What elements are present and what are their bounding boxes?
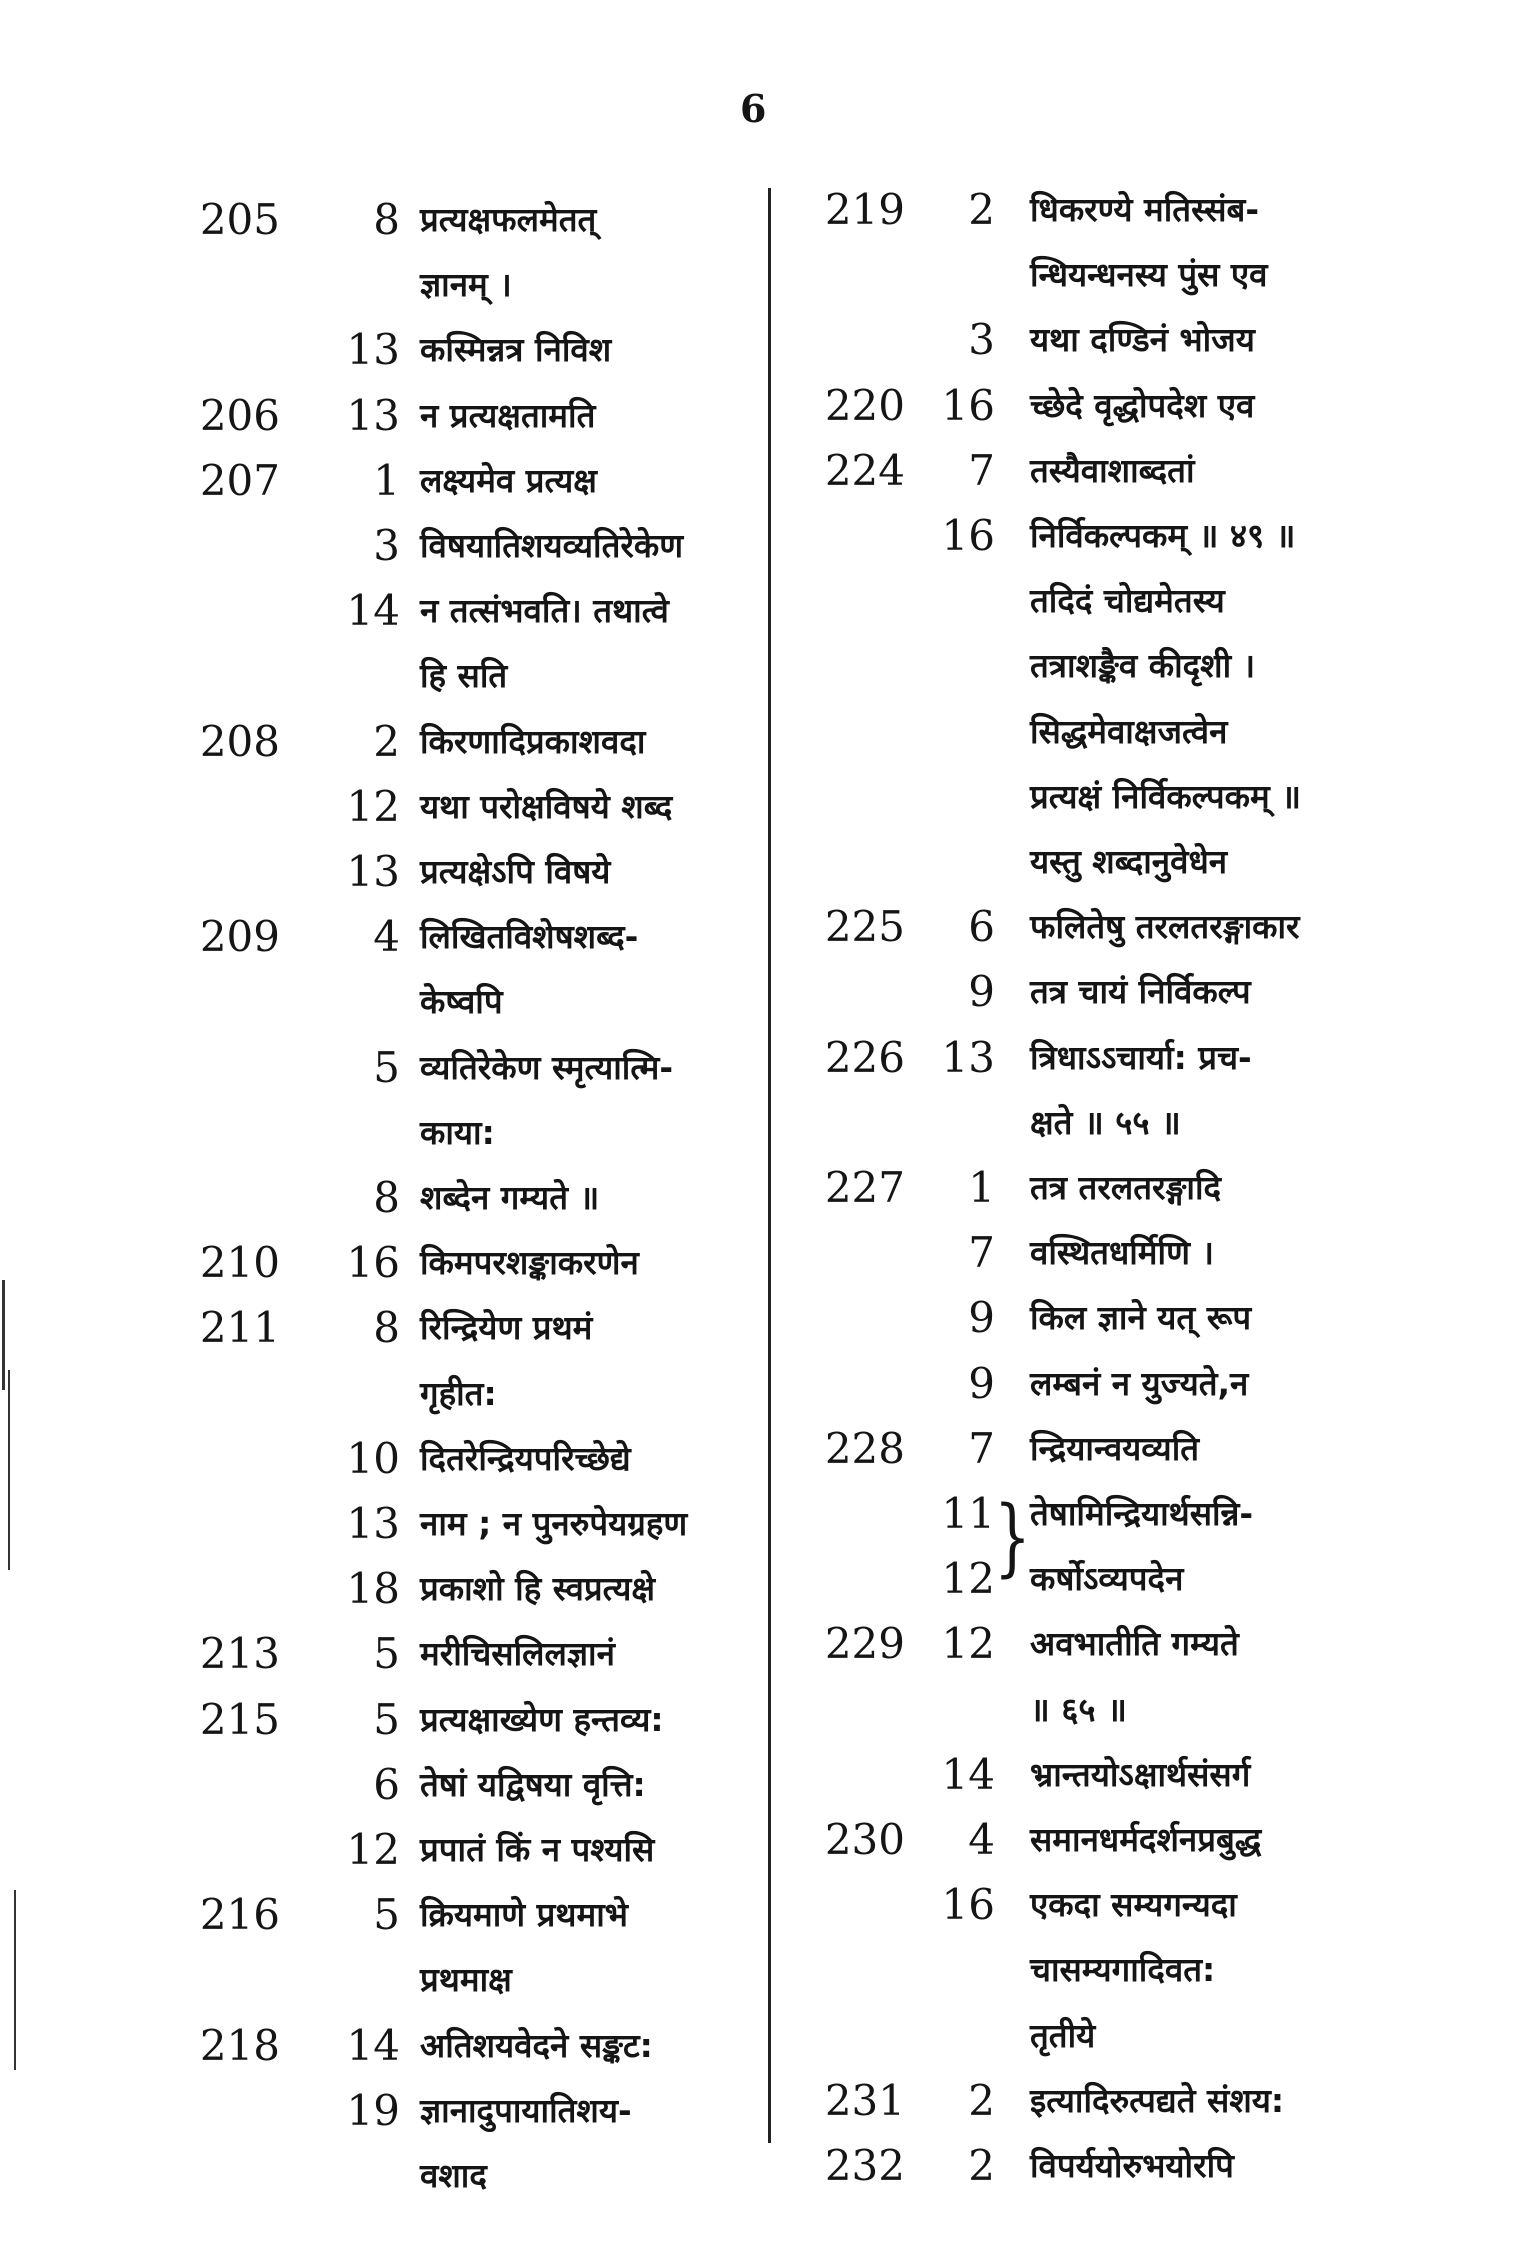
entry-text: तत्र तरलतरङ्गादि — [1030, 1168, 1222, 1207]
entry-text: क्रियमाणे प्रथमाभे — [420, 1895, 629, 1935]
entry-line-number: 16 — [941, 511, 995, 560]
entry-text: यथा दण्डिनं भोजय — [1030, 320, 1255, 360]
index-entry — [0, 178, 1521, 242]
index-entry — [0, 1808, 1521, 1872]
index-entry — [0, 504, 1521, 568]
index-entry — [0, 569, 1521, 633]
entry-text: न्द्रियान्वयव्यति — [1030, 1428, 1200, 1468]
entry-line-number: 12 — [346, 1825, 400, 1874]
index-entry — [0, 1091, 1521, 1155]
index-entry — [0, 2134, 1521, 2198]
index-entry — [0, 1221, 1521, 1285]
entry-text: वस्थितधर्मिणि । — [1030, 1233, 1214, 1273]
entry-text: प्रत्यक्षेऽपि विषये — [420, 852, 611, 891]
entry-line-number: 13 — [346, 325, 400, 375]
entry-text: प्रत्यक्षाख्येण हन्तव्य: — [420, 1699, 664, 1739]
entry-line-number: 19 — [346, 2085, 400, 2135]
entry-text: त्रिधाऽऽचार्या: प्रच- — [1030, 1037, 1252, 1077]
entry-text: प्रपातं किं न पश्यसि — [420, 1830, 655, 1869]
entry-page-number: 206 — [199, 390, 280, 440]
entry-line-number: 7 — [968, 1228, 995, 1278]
entry-page-number: 207 — [199, 455, 280, 505]
entry-text: मरीचिसलिलज्ञानं — [420, 1634, 615, 1674]
entry-text: शब्देन गम्यते ॥ — [420, 1178, 600, 1217]
entry-line-number: 11 — [941, 1489, 995, 1538]
entry-text: तत्राशङ्कैव कीदृशी । — [1030, 646, 1256, 686]
entry-page-number: 209 — [199, 912, 280, 962]
index-entry — [0, 1482, 1521, 1546]
entry-page-number: 205 — [199, 195, 280, 244]
entry-text: प्रथमाक्ष — [420, 1960, 512, 2000]
entry-page-number: 229 — [824, 1619, 905, 1669]
grouping-brace: } — [994, 1487, 1031, 1586]
entry-line-number: 9 — [968, 1358, 995, 1408]
entry-line-number: 1 — [373, 455, 400, 505]
entry-text: ॥ ६५ ॥ — [1030, 1689, 1127, 1729]
entry-line-number: 2 — [968, 2075, 995, 2125]
entry-line-number: 2 — [968, 185, 995, 234]
entry-text: न्धियन्धनस्य पुंस एव — [1030, 255, 1268, 295]
entry-text: लम्बनं न युज्यते,न — [1030, 1363, 1249, 1403]
entry-line-number: 13 — [346, 847, 400, 896]
entry-text: यस्तु शब्दानुवेधेन — [1030, 842, 1228, 881]
entry-line-number: 10 — [346, 1433, 400, 1483]
index-entry — [0, 1417, 1521, 1481]
index-entry — [0, 1026, 1521, 1090]
entry-text: किमपरशङ्काकरणेन — [420, 1243, 639, 1283]
entry-text: विषयातिशयव्यतिरेकेण — [420, 526, 684, 565]
index-entry — [0, 960, 1521, 1024]
entry-line-number: 9 — [968, 967, 995, 1017]
index-entry — [0, 2004, 1521, 2068]
index-entry — [0, 1156, 1521, 1220]
entry-line-number: 13 — [346, 1499, 400, 1548]
entry-line-number: 7 — [968, 445, 995, 495]
entry-text: दितरेन्द्रियपरिच्छेद्ये — [420, 1438, 631, 1478]
entry-line-number: 4 — [968, 1815, 995, 1864]
entry-page-number: 210 — [199, 1238, 280, 1288]
entry-line-number: 8 — [373, 1303, 400, 1353]
entry-text: क्षते ॥ ५५ ॥ — [1030, 1102, 1181, 1142]
entry-page-number: 213 — [199, 1629, 280, 1679]
entry-page-number: 208 — [199, 716, 280, 766]
entry-text: एकदा सम्यगन्यदा — [1030, 1885, 1237, 1925]
entry-line-number: 8 — [373, 195, 400, 244]
entry-text: च्छेदे वृद्धोपदेश एव — [1030, 385, 1255, 425]
entry-text: लिखितविशेषशब्द- — [420, 917, 639, 957]
entry-page-number: 232 — [824, 2141, 905, 2190]
index-entry — [0, 765, 1521, 829]
index-entry — [0, 700, 1521, 764]
entry-text: किल ज्ञाने यत् रूप — [1030, 1298, 1252, 1338]
entry-page-number: 220 — [824, 380, 905, 430]
index-entry — [0, 2069, 1521, 2133]
entry-text: ज्ञानादुपायातिशय- — [420, 2090, 632, 2130]
entry-text: कस्मिन्नत्र निविश — [420, 330, 612, 370]
entry-line-number: 16 — [941, 1880, 995, 1930]
entry-page-number: 219 — [824, 185, 905, 234]
index-entry — [0, 308, 1521, 372]
entry-text: किरणादिप्रकाशवदा — [420, 721, 646, 761]
entry-line-number: 8 — [373, 1173, 400, 1222]
entry-page-number: 218 — [199, 2020, 280, 2070]
entry-line-number: 18 — [346, 1564, 400, 1614]
entry-page-number: 227 — [824, 1163, 905, 1212]
entry-page-number: 231 — [824, 2075, 905, 2125]
index-entry — [0, 1938, 1521, 2002]
entry-line-number: 5 — [373, 1694, 400, 1744]
index-entry — [0, 634, 1521, 698]
entry-text: कर्षोऽव्यपदेन — [1030, 1559, 1184, 1599]
entry-text: लक्ष्यमेव प्रत्यक्ष — [420, 460, 597, 500]
entry-line-number: 3 — [968, 315, 995, 365]
entry-line-number: 5 — [373, 1042, 400, 1092]
entry-text: प्रत्यक्षफलमेतत् — [420, 200, 597, 239]
index-entry — [0, 1352, 1521, 1416]
entry-text: वशाद — [420, 2156, 487, 2195]
entry-text: गृहीत: — [420, 1373, 497, 1413]
entry-line-number: 16 — [346, 1238, 400, 1288]
entry-text: रिन्द्रियेण प्रथमं — [420, 1308, 593, 1348]
entry-text: धिकरण्ये मतिस्संब- — [1030, 190, 1260, 229]
entry-line-number: 6 — [373, 1759, 400, 1809]
entry-line-number: 1 — [968, 1163, 995, 1212]
entry-text: तत्र चायं निर्विकल्प — [1030, 972, 1251, 1012]
entry-line-number: 6 — [968, 902, 995, 952]
entry-text: अतिशयवेदने सङ्कट: — [420, 2025, 653, 2065]
entry-text: भ्रान्तयोऽक्षार्थसंसर्ग — [1030, 1754, 1251, 1794]
entry-text: विपर्ययोरुभयोरपि — [1030, 2146, 1234, 2185]
entry-text: सिद्धमेवाक्षजत्वेन — [1030, 711, 1228, 751]
index-entry — [0, 1547, 1521, 1611]
entry-text: नाम ; न पुनरुपेयग्रहण — [420, 1504, 688, 1543]
entry-text: तेषां यद्विषया वृत्ति: — [420, 1764, 646, 1804]
entry-line-number: 4 — [373, 912, 400, 962]
entry-line-number: 14 — [941, 1749, 995, 1799]
index-entry — [0, 1743, 1521, 1807]
entry-line-number: 5 — [373, 1629, 400, 1679]
entry-line-number: 14 — [346, 2020, 400, 2070]
entry-page-number: 215 — [199, 1694, 280, 1744]
entry-text: फलितेषु तरलतरङ्गाकार — [1030, 907, 1300, 947]
entry-line-number: 13 — [941, 1032, 995, 1082]
entry-text: काया: — [420, 1112, 495, 1152]
index-entry — [0, 374, 1521, 438]
entry-text: इत्यादिरुत्पद्यते संशय: — [1030, 2080, 1285, 2120]
entry-text: तेषामिन्द्रियार्थसन्नि- — [1030, 1494, 1254, 1533]
entry-text: निर्विकल्पकम् ॥ ४९ ॥ — [1030, 516, 1296, 555]
entry-line-number: 14 — [346, 586, 400, 636]
entry-page-number: 211 — [199, 1303, 280, 1353]
index-entry — [0, 1286, 1521, 1350]
entry-page-number: 228 — [824, 1423, 905, 1473]
entry-line-number: 7 — [968, 1423, 995, 1473]
entry-text: केष्वपि — [420, 982, 503, 1022]
entry-line-number: 2 — [968, 2141, 995, 2190]
index-entry — [0, 1873, 1521, 1937]
entry-text: न प्रत्यक्षतामति — [420, 395, 596, 435]
entry-text: चासम्यगादिवत: — [1030, 1950, 1216, 1990]
entry-line-number: 12 — [346, 781, 400, 831]
index-entry — [0, 243, 1521, 307]
entry-text: प्रत्यक्षं निर्विकल्पकम् ॥ — [1030, 776, 1301, 816]
entry-page-number: 230 — [824, 1815, 905, 1864]
entry-text: तस्यैवाशाब्दतां — [1030, 450, 1195, 490]
index-entry — [0, 830, 1521, 894]
entry-line-number: 9 — [968, 1293, 995, 1343]
entry-page-number: 216 — [199, 1890, 280, 1940]
entry-line-number: 2 — [373, 716, 400, 766]
entry-text: तदिदं चोद्यमेतस्य — [1030, 581, 1225, 621]
entry-line-number: 12 — [941, 1619, 995, 1669]
entry-page-number: 226 — [824, 1032, 905, 1082]
entry-text: हि सति — [420, 656, 508, 696]
entry-text: तृतीये — [1030, 2015, 1096, 2055]
entry-page-number: 225 — [824, 902, 905, 952]
entry-text: न तत्संभवति। तथात्वे — [420, 591, 669, 631]
entry-text: प्रकाशो हि स्वप्रत्यक्षे — [420, 1569, 656, 1609]
index-entry — [0, 1612, 1521, 1676]
entry-text: अवभातीति गम्यते — [1030, 1624, 1239, 1664]
entry-text: यथा परोक्षविषये शब्द — [420, 786, 673, 826]
entry-line-number: 13 — [346, 390, 400, 440]
entry-line-number: 12 — [941, 1554, 995, 1604]
entry-text: समानधर्मदर्शनप्रबुद्ध — [1030, 1820, 1262, 1859]
entry-text: व्यतिरेकेण स्मृत्यात्मि- — [420, 1047, 674, 1087]
entry-line-number: 3 — [373, 521, 400, 570]
index-entry — [0, 895, 1521, 959]
entry-line-number: 5 — [373, 1890, 400, 1940]
entry-line-number: 16 — [941, 380, 995, 430]
entry-page-number: 224 — [824, 445, 905, 495]
page-number: 6 — [740, 86, 767, 131]
index-entry — [0, 439, 1521, 503]
entry-text: ज्ञानम् । — [420, 265, 512, 305]
index-entry — [0, 1678, 1521, 1742]
